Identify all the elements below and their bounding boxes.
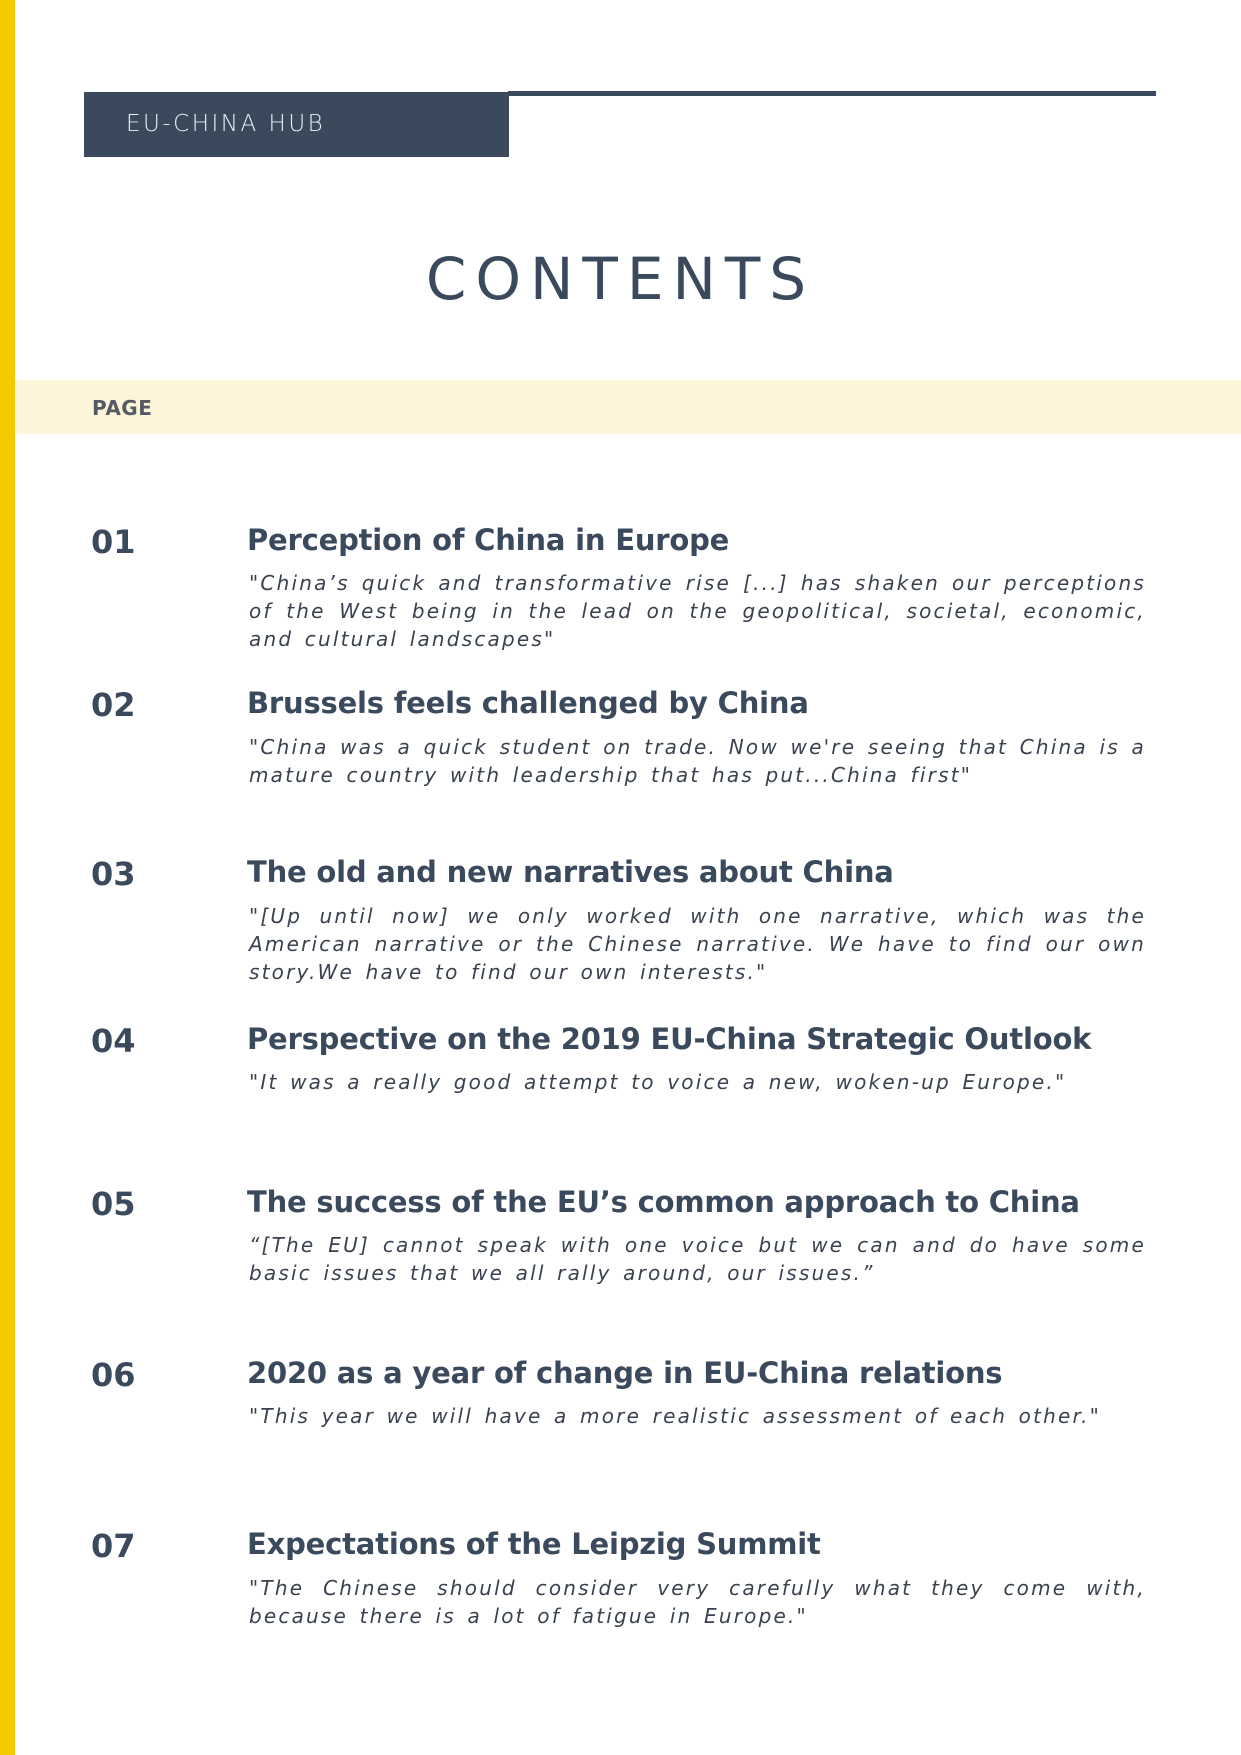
entry-quote: “[The EU] cannot speak with one voice but we can and do have some basic issues that we all rally around, our issues.” — [249, 1233, 1146, 1285]
entry-quote: "This year we will have a more realistic assessment of each other." — [249, 1404, 1102, 1428]
entry-quote: "China was a quick student on trade. Now we're seeing that China is a mature country with leadership that has put...China first" — [249, 735, 1146, 787]
entry-number: 02 — [91, 686, 136, 724]
entry-quote: "China’s quick and transformative rise [...] has shaken our perceptions of the West being in the lead on the geopolitical, societal, economic, and cultural landscapes" — [249, 571, 1146, 651]
entry-quote: "It was a really good attempt to voice a new, woken-up Europe." — [249, 1070, 1067, 1094]
entry-number: 04 — [91, 1022, 136, 1060]
entry-heading[interactable]: The old and new narratives about China — [247, 855, 894, 889]
entry-heading[interactable]: The success of the EU’s common approach to China — [247, 1185, 1080, 1219]
entry-number: 05 — [91, 1185, 136, 1223]
entry-number: 03 — [91, 855, 136, 893]
page-header-band — [15, 380, 1241, 434]
page-title: CONTENTS — [425, 245, 816, 313]
entry-number: 01 — [91, 523, 136, 561]
entry-number: 07 — [91, 1527, 136, 1565]
brand-label: EU-CHINA HUB — [84, 92, 509, 157]
page-column-label: PAGE — [92, 396, 153, 420]
entry-heading[interactable]: 2020 as a year of change in EU-China relations — [247, 1356, 1003, 1390]
entry-heading[interactable]: Expectations of the Leipzig Summit — [247, 1527, 821, 1561]
entry-quote: "[Up until now] we only worked with one narrative, which was the American narrative or the Chinese narrative. We have to find our own story.We have to find our own interests." — [249, 904, 1146, 984]
header-rule — [508, 91, 1156, 96]
entry-heading[interactable]: Perspective on the 2019 EU-China Strategic Outlook — [247, 1022, 1092, 1056]
entry-number: 06 — [91, 1356, 136, 1394]
entry-heading[interactable]: Brussels feels challenged by China — [247, 686, 809, 720]
entry-heading[interactable]: Perception of China in Europe — [247, 523, 730, 557]
entry-quote: "The Chinese should consider very carefully what they come with, because there is a lot of fatigue in Europe." — [249, 1576, 1146, 1628]
